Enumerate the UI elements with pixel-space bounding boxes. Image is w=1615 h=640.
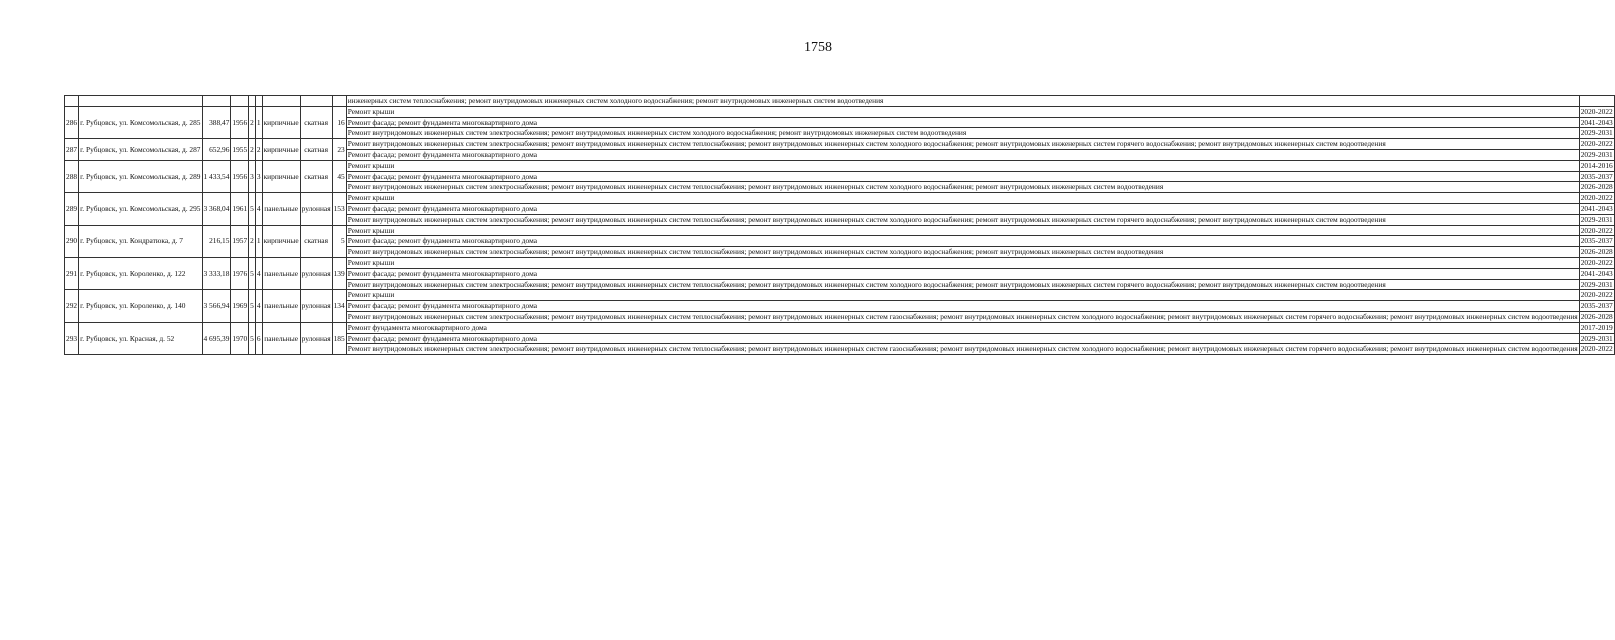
work-description: Ремонт внутридомовых инженерных систем электроснабжения; ремонт внутридомовых инженерных систем теплоснабжения; ремонт внутридомовых инженерных систем холодного водоснабжения; ремонт внутридомовых инженерных систем водоотведения <box>346 247 1579 258</box>
work-description: Ремонт внутридомовых инженерных систем электроснабжения; ремонт внутридомовых инженерных систем холодного водоснабжения; ремонт внутридомовых инженерных систем водоотведения <box>346 128 1579 139</box>
address: г. Рубцовск, ул. Комсомольская, д. 285 <box>79 106 202 138</box>
entrances-count: 3 <box>255 160 262 192</box>
entrances-count: 1 <box>255 106 262 138</box>
work-period: 2020-2022 <box>1580 139 1613 149</box>
work-description: Ремонт внутридомовых инженерных систем электроснабжения; ремонт внутридомовых инженерных систем теплоснабжения; ремонт внутридомовых инженерных систем газоснабжения; ремонт внутридомовых инженерных систем холодного водоснабжения; ремонт внутридомовых инженерных систем горячего водоснабжения; ремонт внутридомовых инженерных систем водоотведения <box>347 311 1578 321</box>
build-year: 1956 <box>231 160 249 192</box>
residents-count: 23 <box>332 139 346 161</box>
work-description: инженерных систем теплоснабжения; ремонт внутридомовых инженерных систем холодного водоснабжения; ремонт внутридомовых инженерных систем водоотведения <box>346 96 1579 107</box>
table-row <box>65 225 1615 236</box>
work-period: 2020-2022 <box>1580 344 1613 354</box>
address: г. Рубцовск, ул. Короленко, д. 122 <box>79 257 202 289</box>
work-description: Ремонт фасада; ремонт фундамента многоквартирного дома <box>346 149 1579 160</box>
total-area: 3 333,18 <box>202 257 231 289</box>
residents-count: 16 <box>332 106 346 138</box>
address: г. Рубцовск, ул. Комсомольская, д. 287 <box>79 139 202 161</box>
work-description: Ремонт крыши <box>346 225 1579 236</box>
roof-type: скатная <box>300 139 332 161</box>
row-number: 290 <box>65 225 79 257</box>
table-row <box>65 322 1615 333</box>
floors-count: 2 <box>249 139 256 161</box>
wall-material: панельные <box>262 257 300 289</box>
total-area: 3 566,94 <box>202 290 231 322</box>
build-year: 1976 <box>231 257 249 289</box>
work-description: Ремонт фасада; ремонт фундамента многоквартирного дома <box>346 333 1579 344</box>
total-area: 4 695,39 <box>202 322 231 354</box>
table-row <box>65 139 1615 150</box>
work-description: Ремонт фундамента многоквартирного дома <box>346 322 1579 333</box>
total-area: 1 433,54 <box>202 160 231 192</box>
address: г. Рубцовск, ул. Комсомольская, д. 289 <box>79 160 202 192</box>
total-area: 652,96 <box>202 139 231 161</box>
work-description: Ремонт крыши <box>346 106 1579 117</box>
work-period: 2026-2028 <box>1580 247 1613 257</box>
work-description: Ремонт фасада; ремонт фундамента многоквартирного дома <box>346 301 1579 312</box>
entrances-count: 4 <box>255 193 262 225</box>
entrances-count: 6 <box>255 322 262 354</box>
page-number: 1758 <box>804 40 832 55</box>
build-year: 1969 <box>231 290 249 322</box>
row-number: 292 <box>65 290 79 322</box>
floors-count: 5 <box>249 193 256 225</box>
floors-count: 2 <box>249 225 256 257</box>
work-period: 2041-2043 <box>1580 203 1613 213</box>
residents-count: 45 <box>332 160 346 192</box>
work-description: Ремонт фасада; ремонт фундамента многоквартирного дома <box>346 236 1579 247</box>
address: г. Рубцовск, ул. Кондратюка, д. 7 <box>79 225 202 257</box>
total-area: 388,47 <box>202 106 231 138</box>
table-row <box>65 257 1615 268</box>
roof-type: скатная <box>300 106 332 138</box>
row-number: 288 <box>65 160 79 192</box>
build-year: 1957 <box>231 225 249 257</box>
work-period: 2020-2022 <box>1580 290 1613 300</box>
residents-count: 139 <box>332 257 346 289</box>
work-description: Ремонт внутридомовых инженерных систем электроснабжения; ремонт внутридомовых инженерных систем теплоснабжения; ремонт внутридомовых инженерных систем холодного водоснабжения; ремонт внутридомовых инженерных систем горячего водоснабжения; ремонт внутридомовых инженерных систем водоотведения <box>346 139 1579 150</box>
work-description: Ремонт внутридомовых инженерных систем электроснабжения; ремонт внутридомовых инженерных систем теплоснабжения; ремонт внутридомовых инженерных систем холодного водоснабжения; ремонт внутридомовых инженерных систем водоотведения <box>346 182 1579 193</box>
work-period: 2017-2019 <box>1580 322 1613 332</box>
residents-count: 134 <box>332 290 346 322</box>
table-row <box>65 160 1615 171</box>
work-description: Ремонт внутридомовых инженерных систем электроснабжения; ремонт внутридомовых инженерных систем теплоснабжения; ремонт внутридомовых инженерных систем холодного водоснабжения; ремонт внутридомовых инженерных систем горячего водоснабжения; ремонт внутридомовых инженерных систем водоотведения <box>346 279 1579 290</box>
work-period: 2020-2022 <box>1580 106 1613 116</box>
capital-repair-table <box>64 95 1615 355</box>
table-row <box>65 106 1615 117</box>
wall-material: кирпичные <box>262 106 300 138</box>
row-number: 293 <box>65 322 79 354</box>
continuation-row <box>65 96 1615 107</box>
work-period: 2041-2043 <box>1580 117 1613 127</box>
work-description: Ремонт фасада; ремонт фундамента многоквартирного дома <box>346 203 1579 214</box>
floors-count: 5 <box>249 257 256 289</box>
build-year: 1955 <box>231 139 249 161</box>
entrances-count: 1 <box>255 225 262 257</box>
entrances-count: 2 <box>255 139 262 161</box>
total-area: 3 368,04 <box>202 193 231 225</box>
residents-count: 185 <box>332 322 346 354</box>
row-number: 291 <box>65 257 79 289</box>
floors-count: 3 <box>249 160 256 192</box>
address: г. Рубцовск, ул. Короленко, д. 140 <box>79 290 202 322</box>
work-period: 2014-2016 <box>1580 160 1613 170</box>
work-description: Ремонт внутридомовых инженерных систем электроснабжения; ремонт внутридомовых инженерных систем теплоснабжения; ремонт внутридомовых инженерных систем газоснабжения; ремонт внутридомовых инженерных систем холодного водоснабжения; ремонт внутридомовых инженерных систем горячего водоснабжения; ремонт внутридомовых инженерных систем водоотведения <box>347 344 1578 354</box>
build-year: 1970 <box>231 322 249 354</box>
table-row <box>65 193 1615 204</box>
work-period: 2029-2031 <box>1580 279 1613 289</box>
roof-type: рулонная <box>300 290 332 322</box>
work-description: Ремонт крыши <box>346 290 1579 301</box>
wall-material: панельные <box>262 290 300 322</box>
work-description: Ремонт крыши <box>346 257 1579 268</box>
work-period: 2029-2031 <box>1580 149 1613 159</box>
row-number: 286 <box>65 106 79 138</box>
floors-count: 2 <box>249 106 256 138</box>
table-row <box>65 290 1615 301</box>
work-period: 2020-2022 <box>1580 225 1613 235</box>
address: г. Рубцовск, ул. Комсомольская, д. 295 <box>79 193 202 225</box>
residents-count: 5 <box>332 225 346 257</box>
work-description: Ремонт внутридомовых инженерных систем электроснабжения; ремонт внутридомовых инженерных систем теплоснабжения; ремонт внутридомовых инженерных систем холодного водоснабжения; ремонт внутридомовых инженерных систем горячего водоснабжения; ремонт внутридомовых инженерных систем водоотведения <box>346 214 1579 225</box>
row-number: 289 <box>65 193 79 225</box>
work-period: 2035-2037 <box>1580 171 1613 181</box>
work-description: Ремонт фасада; ремонт фундамента многоквартирного дома <box>346 171 1579 182</box>
work-period: 2029-2031 <box>1580 214 1613 224</box>
roof-type: рулонная <box>300 257 332 289</box>
total-area: 216,15 <box>202 225 231 257</box>
work-period: 2029-2031 <box>1580 128 1613 138</box>
build-year: 1956 <box>231 106 249 138</box>
roof-type: рулонная <box>300 193 332 225</box>
work-period: 2041-2043 <box>1580 268 1613 278</box>
wall-material: панельные <box>262 193 300 225</box>
work-period: 2020-2022 <box>1580 257 1613 267</box>
floors-count: 5 <box>249 290 256 322</box>
work-description: Ремонт крыши <box>346 193 1579 204</box>
wall-material: панельные <box>262 322 300 354</box>
entrances-count: 4 <box>255 257 262 289</box>
entrances-count: 4 <box>255 290 262 322</box>
residents-count: 153 <box>332 193 346 225</box>
work-period: 2026-2028 <box>1580 311 1613 321</box>
work-description: Ремонт фасада; ремонт фундамента многоквартирного дома <box>346 268 1579 279</box>
wall-material: кирпичные <box>262 225 300 257</box>
build-year: 1961 <box>231 193 249 225</box>
floors-count: 5 <box>249 322 256 354</box>
work-description: Ремонт фасада; ремонт фундамента многоквартирного дома <box>346 117 1579 128</box>
work-period: 2020-2022 <box>1580 193 1613 203</box>
row-number: 287 <box>65 139 79 161</box>
roof-type: рулонная <box>300 322 332 354</box>
work-period: 2026-2028 <box>1580 182 1613 192</box>
wall-material: кирпичные <box>262 139 300 161</box>
address: г. Рубцовск, ул. Красная, д. 52 <box>79 322 202 354</box>
work-period: 2035-2037 <box>1580 301 1613 311</box>
work-period: 2035-2037 <box>1580 236 1613 246</box>
work-description: Ремонт крыши <box>346 160 1579 171</box>
roof-type: скатная <box>300 225 332 257</box>
roof-type: скатная <box>300 160 332 192</box>
wall-material: кирпичные <box>262 160 300 192</box>
work-period: 2029-2031 <box>1580 333 1613 343</box>
